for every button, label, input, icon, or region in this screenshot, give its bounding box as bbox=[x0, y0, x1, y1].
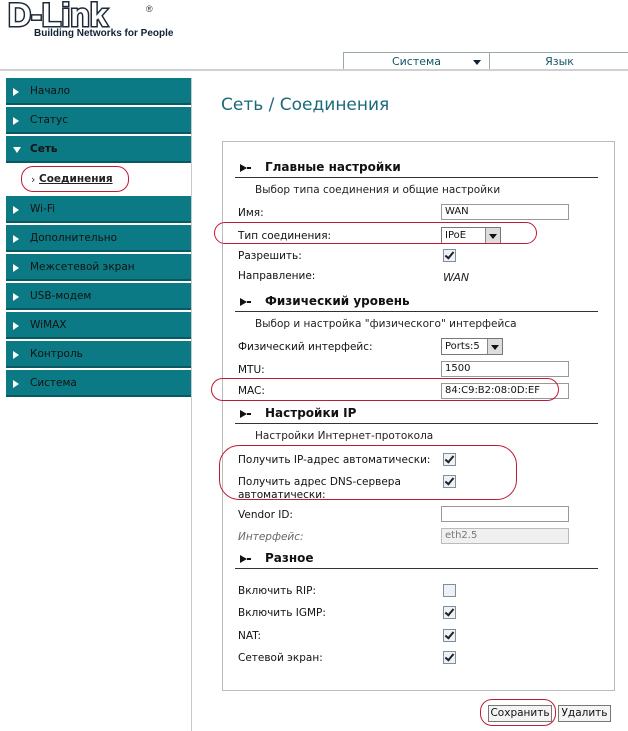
arrow-right-icon bbox=[13, 264, 19, 272]
mtu-input[interactable]: 1500 bbox=[441, 361, 569, 377]
interface-input: eth2.5 bbox=[441, 528, 569, 544]
arrow-right-icon bbox=[13, 88, 19, 96]
interface-label: Интерфейс: bbox=[238, 531, 304, 543]
conn-type-value: IPoE bbox=[445, 230, 467, 241]
arrow-right-icon bbox=[13, 351, 19, 359]
arrow-down-icon bbox=[13, 147, 21, 153]
igmp-checkbox[interactable] bbox=[443, 606, 456, 619]
system-menu-label: Система bbox=[391, 55, 442, 68]
section-title-main: Главные настройки bbox=[265, 160, 401, 174]
section-arrow-icon bbox=[239, 162, 251, 174]
sidebar-item-usb-modem[interactable] bbox=[6, 283, 191, 310]
arrow-right-icon bbox=[13, 117, 19, 125]
section-arrow-icon bbox=[239, 553, 251, 565]
sidebar-subitem-label: Соединения bbox=[39, 173, 113, 185]
name-label: Имя: bbox=[238, 207, 264, 219]
arrow-right-icon bbox=[13, 235, 19, 243]
rip-checkbox[interactable] bbox=[443, 584, 456, 597]
sidebar-item-label: Wi-Fi bbox=[30, 203, 56, 215]
igmp-label: Включить IGMP: bbox=[238, 607, 326, 619]
arrow-right-icon bbox=[13, 322, 19, 330]
phys-iface-select[interactable] bbox=[441, 338, 503, 355]
arrow-right-icon bbox=[13, 293, 19, 301]
section-subtitle: Настройки Интернет-протокола bbox=[255, 430, 434, 442]
firewall-label: Сетевой экран: bbox=[238, 652, 323, 664]
sidebar-item-label: Система bbox=[30, 377, 77, 389]
firewall-checkbox[interactable] bbox=[443, 651, 456, 664]
highlight-oval bbox=[219, 445, 517, 500]
section-subtitle: Выбор типа соединения и общие настройки bbox=[255, 184, 501, 196]
sidebar-item-label: Сеть bbox=[30, 143, 58, 155]
vendor-id-input[interactable] bbox=[441, 506, 569, 522]
sidebar-item-label: Контроль bbox=[30, 348, 83, 360]
name-input[interactable]: WAN bbox=[441, 204, 569, 220]
section-divider bbox=[235, 177, 598, 178]
enable-label: Разрешить: bbox=[238, 250, 302, 262]
highlight-oval bbox=[211, 378, 559, 401]
mac-label: MAC: bbox=[238, 385, 265, 397]
phys-iface-label: Физический интерфейс: bbox=[238, 341, 373, 353]
section-divider bbox=[235, 568, 598, 569]
sidebar-item-advanced[interactable] bbox=[6, 225, 191, 252]
nat-label: NAT: bbox=[238, 630, 262, 642]
sidebar-item-status[interactable] bbox=[6, 107, 191, 134]
sidebar-item-label: USB-модем bbox=[30, 290, 92, 302]
section-subtitle: Выбор и настройка "физического" интерфейса bbox=[255, 318, 517, 330]
section-title-ip: Настройки IP bbox=[265, 406, 357, 420]
section-arrow-icon bbox=[239, 296, 251, 308]
sidebar-item-label: Статус bbox=[30, 114, 68, 126]
nat-checkbox[interactable] bbox=[443, 629, 456, 642]
sidebar-item-label: WiMAX bbox=[30, 319, 67, 331]
sidebar-item-firewall[interactable] bbox=[6, 254, 191, 281]
phys-iface-value: Ports:5 bbox=[445, 341, 480, 352]
system-menu[interactable] bbox=[344, 53, 490, 70]
sidebar-item-label: Дополнительно bbox=[30, 232, 118, 244]
sidebar-item-label: Межсетевой экран bbox=[30, 261, 135, 273]
chevron-down-icon bbox=[473, 60, 481, 65]
sidebar-item-home[interactable] bbox=[6, 78, 191, 105]
page-title: Сеть / Соединения bbox=[221, 95, 390, 115]
dlink-logo-mark bbox=[8, 0, 168, 30]
chevron-down-icon bbox=[487, 339, 502, 354]
sidebar-item-network[interactable] bbox=[6, 136, 191, 163]
highlight-oval bbox=[214, 222, 537, 244]
section-arrow-icon bbox=[239, 408, 251, 420]
language-menu[interactable] bbox=[490, 53, 628, 70]
section-title-misc: Разное bbox=[265, 551, 314, 565]
header-divider bbox=[0, 69, 628, 71]
conn-type-label: Тип соединения: bbox=[238, 230, 332, 242]
highlight-oval bbox=[480, 699, 556, 726]
mac-input[interactable]: 84:C9:B2:08:0D:EF bbox=[441, 383, 569, 399]
delete-button[interactable]: Удалить bbox=[558, 705, 611, 722]
sidebar-item-wimax[interactable] bbox=[6, 312, 191, 339]
sidebar-item-wifi[interactable] bbox=[6, 196, 191, 223]
section-divider bbox=[235, 311, 598, 312]
rip-label: Включить RIP: bbox=[238, 585, 317, 597]
svg-text:D-Link: D-Link bbox=[8, 0, 108, 30]
enable-checkbox[interactable] bbox=[443, 249, 456, 262]
arrow-right-icon bbox=[13, 206, 19, 214]
brand-tagline: Building Networks for People bbox=[34, 28, 174, 39]
direction-label: Направление: bbox=[238, 270, 316, 282]
auto-dns-label-line2: автоматически: bbox=[238, 489, 326, 501]
save-button[interactable]: Сохранить bbox=[488, 705, 552, 722]
direction-value: WAN bbox=[443, 271, 470, 284]
section-title-physical: Физический уровень bbox=[265, 294, 410, 308]
section-divider bbox=[235, 423, 598, 424]
svg-text:®: ® bbox=[146, 4, 153, 14]
arrow-right-icon bbox=[13, 380, 19, 388]
language-menu-label: Язык bbox=[545, 55, 574, 68]
bullet-icon: › bbox=[31, 173, 36, 186]
sidebar-item-system[interactable] bbox=[6, 370, 191, 397]
mtu-label: MTU: bbox=[238, 364, 265, 376]
sidebar-item-label: Начало bbox=[30, 85, 71, 97]
vendor-id-label: Vendor ID: bbox=[238, 509, 293, 521]
sidebar-item-control[interactable] bbox=[6, 341, 191, 368]
auto-dns-label-line1: Получить адрес DNS-сервера bbox=[238, 476, 401, 488]
auto-ip-label: Получить IP-адрес автоматически: bbox=[238, 454, 431, 466]
highlight-oval bbox=[21, 166, 129, 192]
